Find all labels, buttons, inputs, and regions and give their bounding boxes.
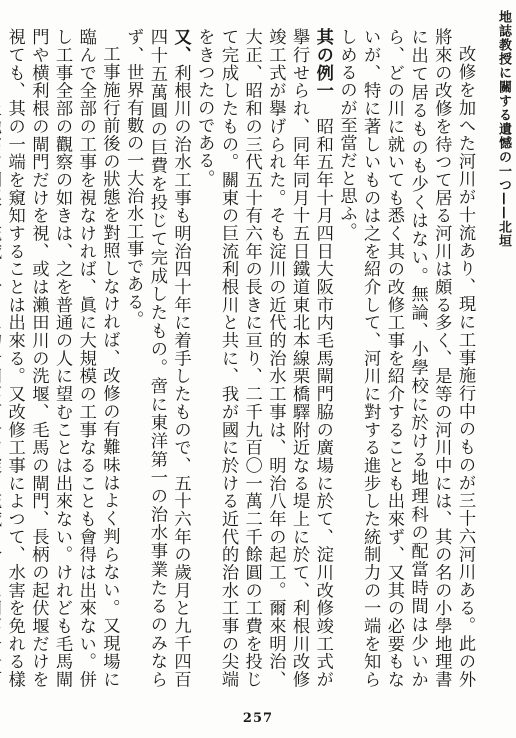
- section-heading: 其の例一: [312, 28, 333, 100]
- paragraph-text: 昭和五年十月四日大阪市内毛馬閘門脇の廣場に於て、淀川改修竣工式が擧行せられ、同年同月十五日鐵道東北本線栗橋驛附近なる堤上に於て、利根川改修竣工式が擧げられた。そも淀川の近代的治水工事は、明治八年の起工。爾來明治、大正、昭和の三代五十有六年の長きに亘り、二千九百〇一萬二千餘圓の工費を投じて完成したもの。關東の巨流利根川と共に、我が國に於ける近代的治水工事の尖端をきつたのである。: [194, 28, 333, 688]
- paragraph-example-1: [192, 28, 334, 688]
- paragraph-construction: [0, 28, 120, 688]
- running-header: 地誌教授に關する遺憾の一つ——北垣: [496, 10, 511, 248]
- paragraph-text: 利根川の治水工事も明治四十年に着手したもので、五十六年の歲月と九千四百四十五萬圓の巨費を投じて完成したもの。啻に東洋第一の治水事業たるのみならず、世界有數の一大治水工事である。: [123, 28, 191, 688]
- body-text: [6, 28, 476, 688]
- page-number: 257: [242, 711, 274, 726]
- paragraph-text: 改修を加へた河川が十流あり、現に工事施行中のものが三十六河川ある。此の外將來の改修を待つて居る河川は頗る多く、是等の河川中には、其の名の小學地理書に出て居るものも少くはない。無論、小學校に於ける地理科の配當時間は少いから、どの川に就いても悉く其の改修工事を紹介することも出來ず、又其の必要もないが、特に著しいものは之を紹介して、河川に對する進步した統制力の一端を知らしめるのが至當だと思ふ。: [336, 28, 475, 688]
- section-heading: 又、: [170, 28, 191, 64]
- paragraph-tone-river: [120, 28, 191, 688]
- paragraph-text: 工事施行前後の狀態を對照しなければ、改修の有難味はよく判らない。又現場に臨んで全部の工事を視なければ、眞に大規模の工事なることも會得は出來ない。併し工事全部の觀察の如きは、之を普通の人に望むことは出來ない。けれども毛馬閘門や横利根の閘門だけを視、或は瀨田川の洗堰、毛馬の閘門、長柄の起伏堰だけを視ても、其の一端を窺知することは出來る。又改修工事によつて、水害を免れる樣: [4, 28, 120, 688]
- paragraph-intro: [334, 28, 476, 688]
